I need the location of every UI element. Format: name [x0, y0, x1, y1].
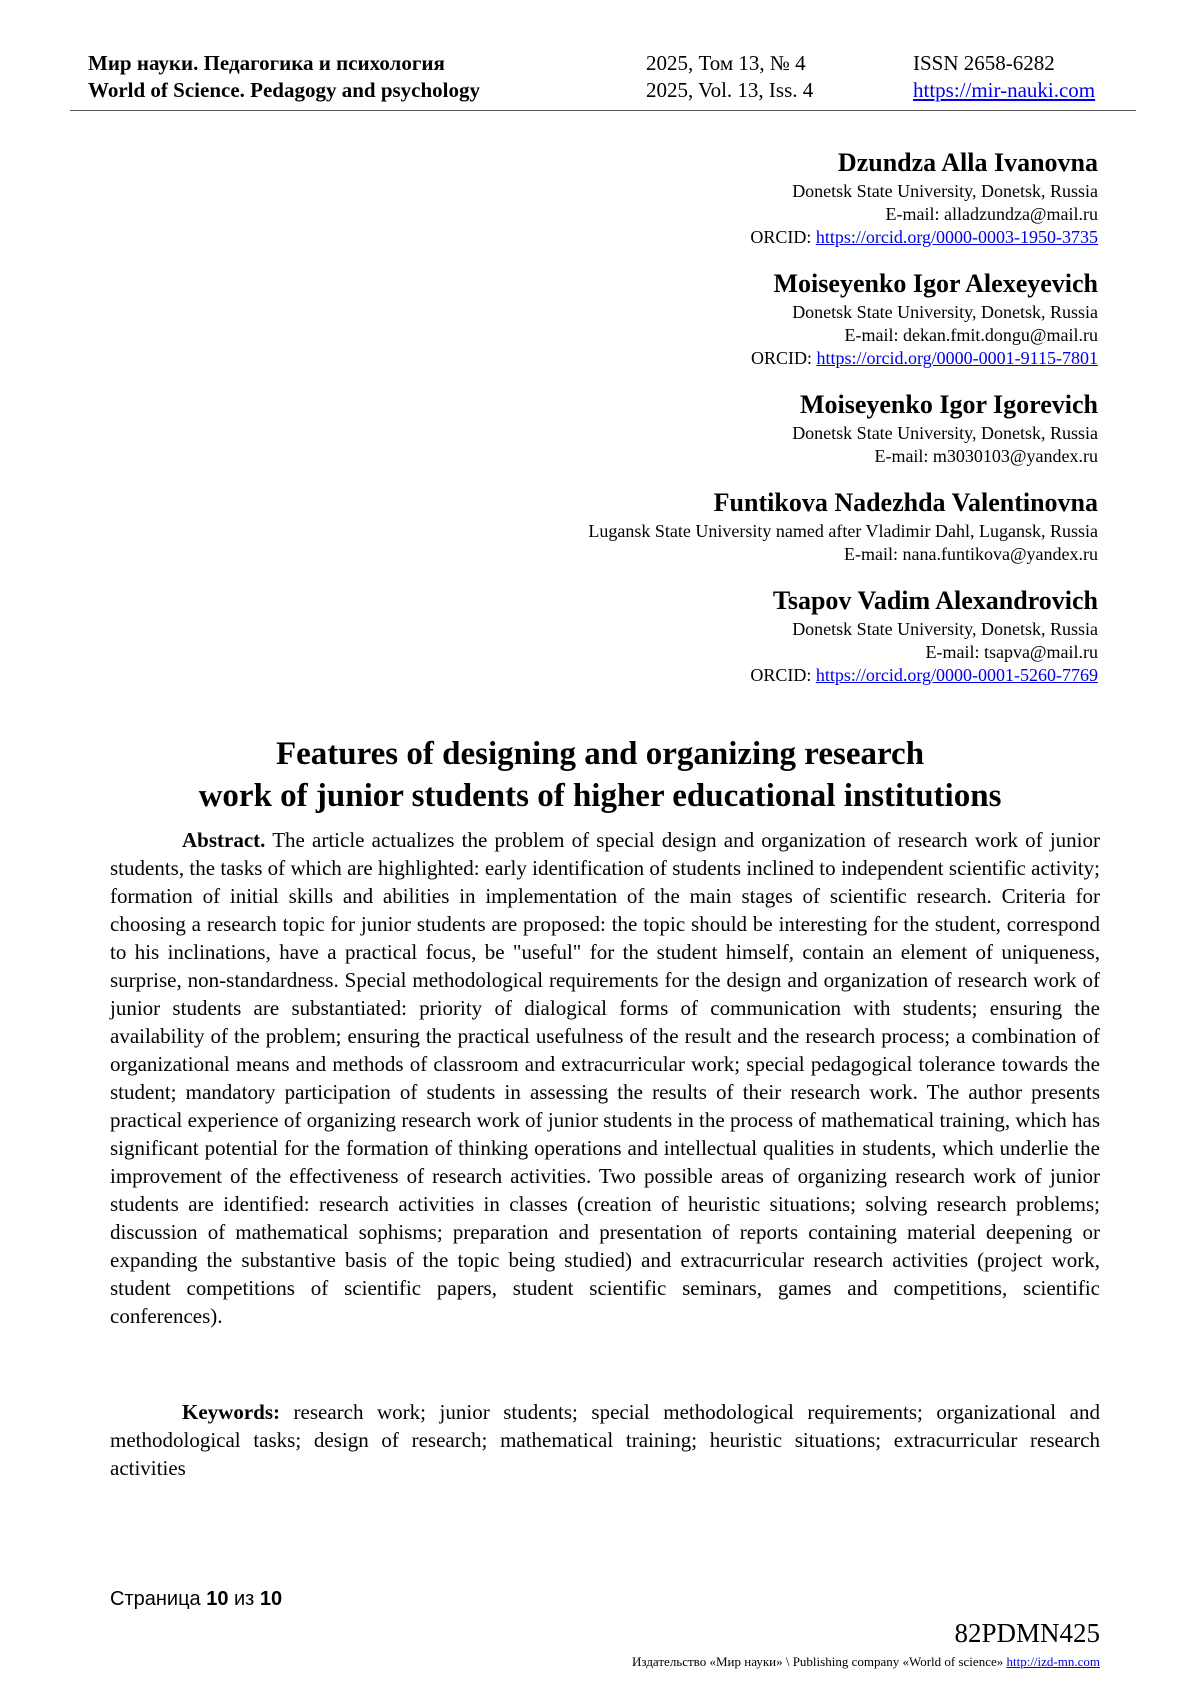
- orcid-label: ORCID:: [750, 227, 816, 247]
- author-email: E-mail: m3030103@yandex.ru: [874, 446, 1098, 466]
- header-divider: [70, 110, 1136, 111]
- keywords-text: research work; junior students; special methodological requirements; organizational and methodological tasks; design of research; mathematical training; heuristic situations; extracurricular research activities: [110, 1400, 1100, 1480]
- author-name: Tsapov Vadim Alexandrovich: [772, 586, 1098, 615]
- article-title-line-2: work of junior students of higher educational institutions: [198, 778, 1002, 814]
- journal-title: [88, 50, 480, 104]
- author-email: E-mail: tsapva@mail.ru: [925, 642, 1098, 662]
- journal-title-ru: Мир науки. Педагогика и психология: [88, 51, 445, 75]
- author-orcid: [398, 226, 1098, 249]
- page-current: 10: [206, 1588, 229, 1610]
- author-name: Funtikova Nadezhda Valentinovna: [713, 488, 1098, 517]
- abstract-text: The article actualizes the problem of special design and organization of research work of junior students, the tasks of which are highlighted: early identification of students inclined to independent scientific activity; formation of initial skills and abilities in implementation of the main stages of scientific research. Criteria for choosing a research topic for junior students are proposed: the topic should be interesting for the student, correspond to his inclinations, have a practical focus, be "useful" for the student himself, contain an element of uniqueness, surprise, non-standardness. Special methodological requirements for the design and organization of research work of junior students are substantiated: priority of dialogical forms of communication with students; ensuring the availability of the problem; ensuring the practical usefulness of the result and the research process; a combination of organizational means and methods of classroom and extracurricular work; special pedagogical tolerance towards the student; mandatory participation of students in assessing the results of their research work. The author presents practical experience of organizing research work of junior students in the process of mathematical training, which has significant potential for the formation of thinking operations and intellectual qualities in students, which underlie the improvement of the effectiveness of research activities. Two possible areas of organizing research work of junior students are identified: research activities in classes (creation of heuristic situations; solving research problems; discussion of mathematical sophisms; preparation and presentation of reports containing material deepening or expanding the substantive basis of the topic being studied) and extracurricular research activities (project work, student competitions of scientific papers, student scientific seminars, games and competitions, scientific conferences).: [110, 828, 1100, 1328]
- article-title-line-1: Features of designing and organizing research: [275, 736, 925, 772]
- page-number: [110, 1588, 282, 1611]
- author-block: [398, 146, 1098, 249]
- author-orcid: [398, 664, 1098, 687]
- page-mid: из: [228, 1588, 260, 1610]
- author-name: Dzundza Alla Ivanovna: [837, 148, 1098, 177]
- abstract-paragraph: [110, 826, 1100, 1330]
- article-code: 82PDMN425: [954, 1618, 1100, 1648]
- keywords-label: Keywords:: [182, 1400, 280, 1424]
- author-email: E-mail: nana.funtikova@yandex.ru: [844, 544, 1098, 564]
- author-affiliation: Donetsk State University, Donetsk, Russia: [792, 619, 1098, 639]
- author-affiliation: Donetsk State University, Donetsk, Russia: [792, 302, 1098, 322]
- issue-en: 2025, Vol. 13, Iss. 4: [646, 78, 814, 102]
- author-affiliation: Donetsk State University, Donetsk, Russia: [792, 423, 1098, 443]
- journal-title-en: World of Science. Pedagogy and psychology: [88, 78, 481, 102]
- publisher-text: Издательство «Мир науки» \ Publishing company «World of science»: [632, 1654, 1007, 1669]
- publisher-line: [632, 1654, 1100, 1670]
- author-block: [398, 267, 1098, 370]
- author-list: [398, 146, 1098, 705]
- orcid-link[interactable]: https://orcid.org/0000-0003-1950-3735: [815, 227, 1098, 247]
- author-name: Moiseyenko Igor Igorevich: [799, 390, 1098, 419]
- issn: ISSN 2658-6282: [913, 51, 1055, 75]
- orcid-link[interactable]: https://orcid.org/0000-0001-9115-7801: [816, 348, 1098, 368]
- author-block: [398, 584, 1098, 687]
- author-affiliation: Lugansk State University named after Vladimir Dahl, Lugansk, Russia: [588, 521, 1098, 541]
- orcid-link[interactable]: https://orcid.org/0000-0001-5260-7769: [815, 665, 1098, 685]
- journal-url-link[interactable]: https://mir-nauki.com: [913, 78, 1096, 102]
- author-orcid: [398, 347, 1098, 370]
- abstract-section: [110, 826, 1100, 1330]
- author-name: Moiseyenko Igor Alexeyevich: [773, 269, 1098, 298]
- author-affiliation: Donetsk State University, Donetsk, Russia: [792, 181, 1098, 201]
- keywords-paragraph: [110, 1398, 1100, 1482]
- issue-ru: 2025, Том 13, № 4: [646, 51, 806, 75]
- page-prefix: Страница: [110, 1588, 207, 1610]
- author-block: [398, 388, 1098, 468]
- journal-issn-url: [913, 50, 1095, 104]
- author-email: E-mail: alladzundza@mail.ru: [885, 204, 1098, 224]
- keywords-section: [110, 1398, 1100, 1482]
- orcid-label: ORCID:: [751, 348, 817, 368]
- publisher-link[interactable]: http://izd-mn.com: [1006, 1654, 1100, 1669]
- author-email: E-mail: dekan.fmit.dongu@mail.ru: [844, 325, 1098, 345]
- article-title: [100, 733, 1100, 817]
- orcid-label: ORCID:: [750, 665, 816, 685]
- abstract-label: Abstract.: [182, 828, 266, 852]
- journal-issue: [646, 50, 813, 104]
- page-total: 10: [259, 1588, 283, 1610]
- author-block: [398, 486, 1098, 566]
